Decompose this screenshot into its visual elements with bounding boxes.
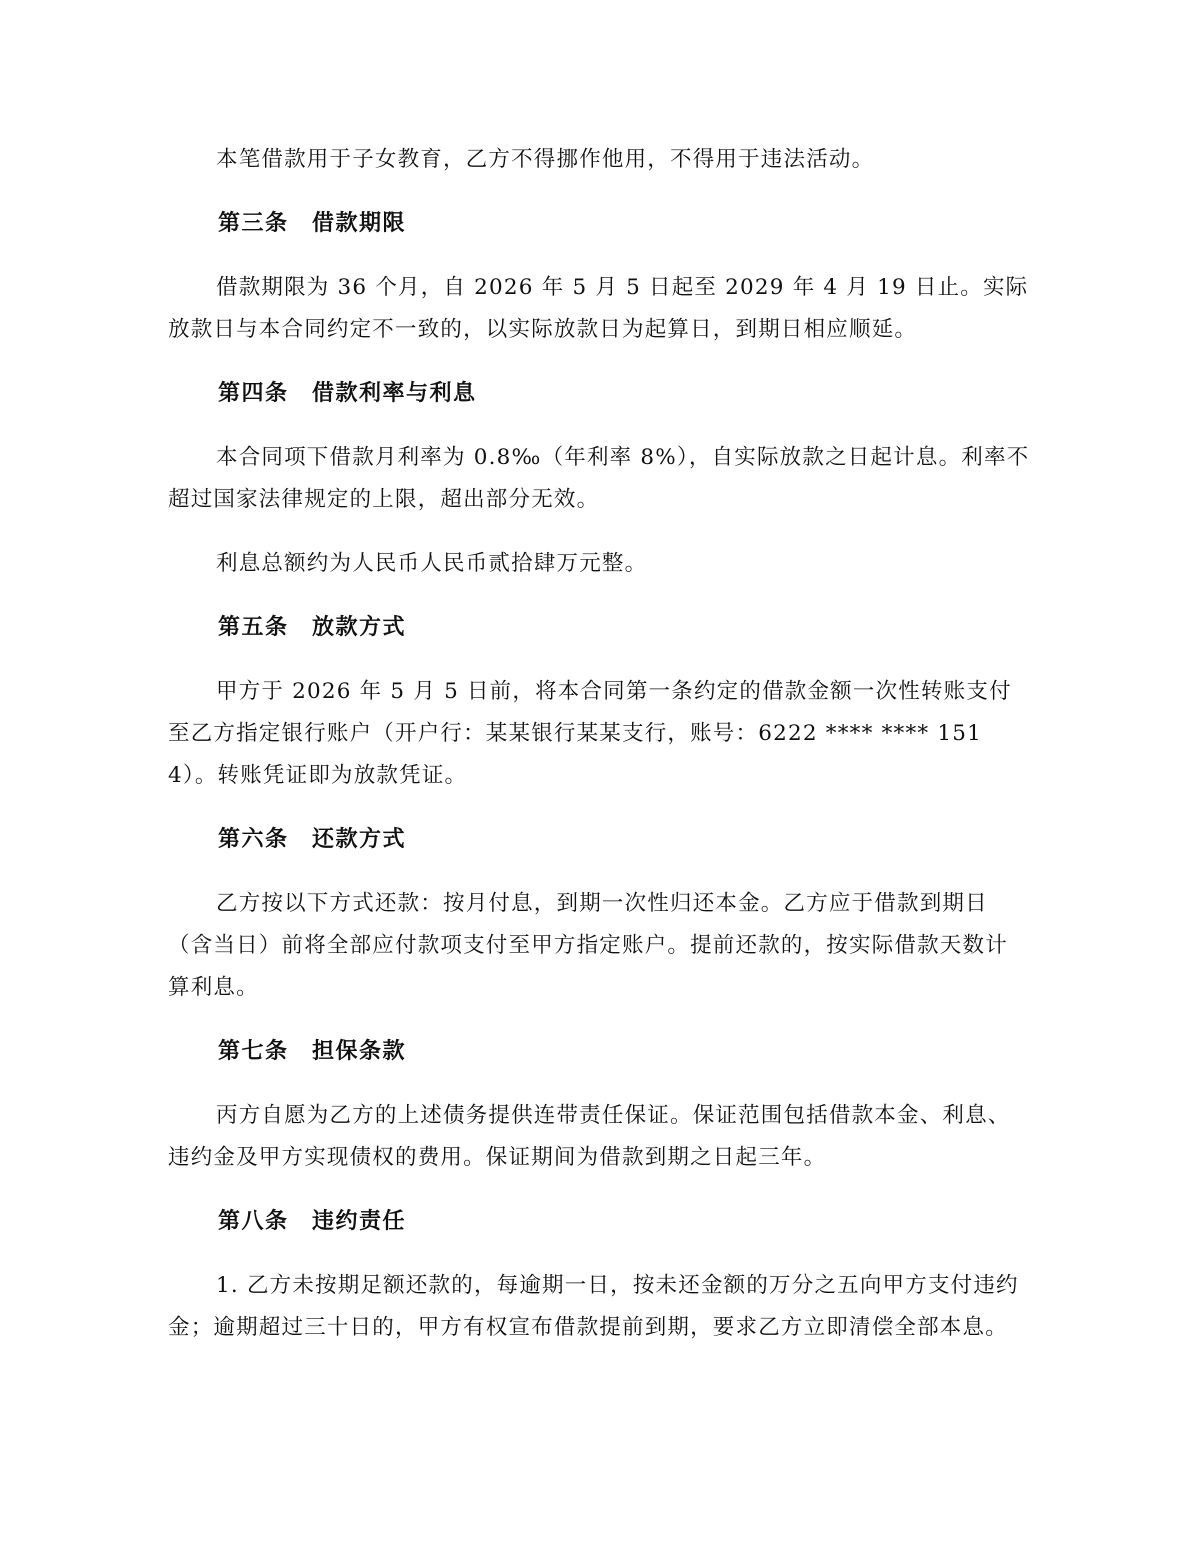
interest-rate-paragraph: 本合同项下借款月利率为 0.8‰（年利率 8%），自实际放款之日起计息。利率不超过国家法律规定的上限，超出部分无效。 bbox=[168, 445, 1030, 512]
article-6-heading: 第六条 还款方式 bbox=[218, 827, 407, 852]
disbursement-paragraph: 甲方于 2026 年 5 月 5 日前，将本合同第一条约定的借款金额一次性转账支付至乙方指定银行账户（开户行：某某银行某某支行，账号：6222 **** **** 1514）。转账凭证即为放款凭证。 bbox=[168, 679, 1012, 788]
loan-term-paragraph: 借款期限为 36 个月，自 2026 年 5 月 5 日起至 2029 年 4 月 19 日止。实际放款日与本合同约定不一致的，以实际放款日为起算日，到期日相应顺延。 bbox=[168, 275, 1029, 342]
breach-liability-paragraph: 1. 乙方未按期足额还款的，每逾期一日，按未还金额的万分之五向甲方支付违约金；逾期超过三十日的，甲方有权宣布借款提前到期，要求乙方立即清偿全部本息。 bbox=[168, 1273, 1019, 1340]
interest-total-paragraph: 利息总额约为人民币人民币贰拾肆万元整。 bbox=[216, 551, 648, 576]
article-7-heading: 第七条 担保条款 bbox=[218, 1039, 407, 1064]
article-3-heading: 第三条 借款期限 bbox=[218, 211, 407, 236]
article-5-heading: 第五条 放款方式 bbox=[218, 615, 407, 640]
repayment-paragraph: 乙方按以下方式还款：按月付息，到期一次性归还本金。乙方应于借款到期日（含当日）前将全部应付款项支付至甲方指定账户。提前还款的，按实际借款天数计算利息。 bbox=[168, 891, 1008, 1000]
loan-purpose-paragraph: 本笔借款用于子女教育，乙方不得挪作他用，不得用于违法活动。 bbox=[216, 147, 875, 172]
article-4-heading: 第四条 借款利率与利息 bbox=[218, 381, 477, 406]
guarantee-paragraph: 丙方自愿为乙方的上述债务提供连带责任保证。保证范围包括借款本金、利息、违约金及甲方实现债权的费用。保证期间为借款到期之日起三年。 bbox=[168, 1103, 1011, 1170]
contract-body bbox=[168, 139, 1030, 1349]
article-8-heading: 第八条 违约责任 bbox=[218, 1209, 407, 1234]
